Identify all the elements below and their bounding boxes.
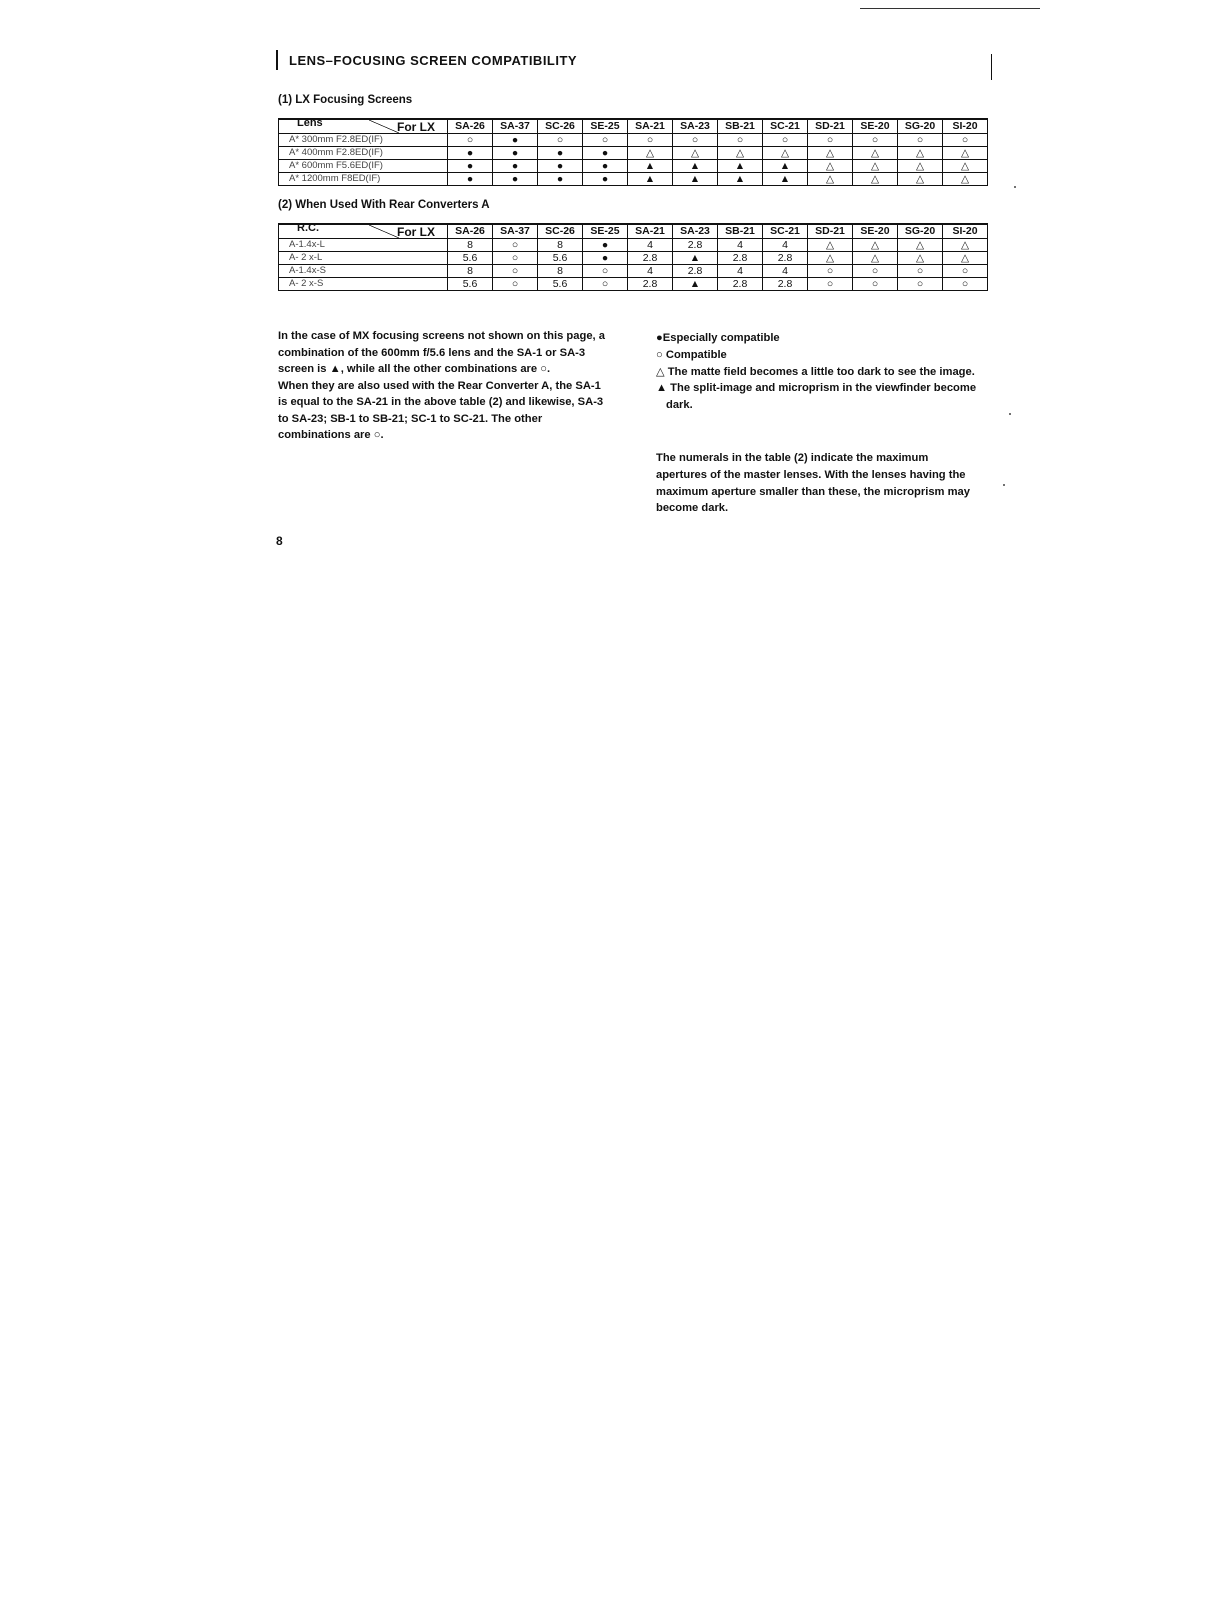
title-bar	[276, 50, 278, 70]
table-cell: △	[808, 160, 853, 173]
table-cell: 4	[763, 239, 808, 252]
table-cell: △	[943, 239, 988, 252]
table-cell: △	[853, 173, 898, 186]
column-header: SG-20	[898, 119, 943, 134]
table-cell: ▲	[763, 173, 808, 186]
table-cell: ○	[583, 278, 628, 291]
table-cell: ▲	[718, 173, 763, 186]
table-cell: ●	[493, 160, 538, 173]
table-cell: △	[898, 252, 943, 265]
row-label: A* 600mm F5.6ED(IF)	[279, 160, 448, 173]
page-number: 8	[276, 534, 283, 548]
table-cell: ○	[493, 239, 538, 252]
margin-mark	[991, 54, 992, 80]
table-cell: ○	[628, 134, 673, 147]
row-label: A- 2 x-L	[279, 252, 448, 265]
table-cell: 2.8	[763, 278, 808, 291]
table-cell: ○	[808, 134, 853, 147]
section1-heading: (1) LX Focusing Screens	[278, 94, 413, 106]
table-cell: 5.6	[448, 252, 493, 265]
table-cell: ●	[448, 147, 493, 160]
column-header: SA-37	[493, 224, 538, 239]
table-cell: ○	[583, 134, 628, 147]
table-cell: ●	[448, 160, 493, 173]
corner-label-left: R.C.	[297, 222, 319, 234]
rear-converter-table	[278, 223, 988, 291]
column-header: SA-21	[628, 119, 673, 134]
lx-focusing-screens-table	[278, 118, 988, 186]
table-cell: ○	[763, 134, 808, 147]
table-cell: ▲	[673, 278, 718, 291]
table-cell: ●	[493, 173, 538, 186]
table-cell: ○	[673, 134, 718, 147]
table-cell: ○	[898, 134, 943, 147]
table-cell: △	[853, 147, 898, 160]
table-cell: 8	[538, 265, 583, 278]
table-cell: ○	[898, 278, 943, 291]
column-header: SG-20	[898, 224, 943, 239]
table-cell: ●	[493, 147, 538, 160]
table-cell: ●	[583, 239, 628, 252]
column-header: SA-23	[673, 119, 718, 134]
table-cell: 5.6	[538, 278, 583, 291]
table-cell: ○	[718, 134, 763, 147]
table-row	[279, 278, 988, 291]
table-row	[279, 134, 988, 147]
row-label: A-1.4x-S	[279, 265, 448, 278]
table-cell: △	[943, 173, 988, 186]
table-cell: 4	[763, 265, 808, 278]
table-cell: ▲	[628, 173, 673, 186]
table-cell: 2.8	[718, 252, 763, 265]
legend-especially-compatible: ●Especially compatible	[656, 332, 780, 344]
table-cell: ○	[808, 265, 853, 278]
table-row	[279, 265, 988, 278]
table-cell: △	[943, 252, 988, 265]
table-cell: ○	[853, 134, 898, 147]
table-cell: △	[808, 252, 853, 265]
column-header: SE-25	[583, 119, 628, 134]
table-cell: △	[898, 147, 943, 160]
column-header: SE-20	[853, 224, 898, 239]
table-cell: 2.8	[718, 278, 763, 291]
table-cell: 8	[448, 265, 493, 278]
table-cell: △	[853, 160, 898, 173]
row-label: A- 2 x-S	[279, 278, 448, 291]
top-rule	[860, 8, 1040, 9]
table-cell: ▲	[763, 160, 808, 173]
table-cell: ○	[808, 278, 853, 291]
corner-label-right: For LX	[397, 120, 435, 134]
table-cell: △	[808, 239, 853, 252]
table-cell: ●	[583, 252, 628, 265]
column-header: SA-23	[673, 224, 718, 239]
table-row	[279, 147, 988, 160]
table-cell: 8	[448, 239, 493, 252]
corner-label-right: For LX	[397, 225, 435, 239]
speck	[1003, 484, 1005, 486]
table-cell: 8	[538, 239, 583, 252]
table-cell: 2.8	[628, 278, 673, 291]
row-label: A-1.4x-L	[279, 239, 448, 252]
column-header: SB-21	[718, 224, 763, 239]
table-cell: △	[853, 239, 898, 252]
table-cell: △	[943, 160, 988, 173]
table-cell: ○	[943, 265, 988, 278]
table-cell: △	[898, 239, 943, 252]
table-corner	[279, 224, 448, 239]
corner-label-left: Lens	[297, 117, 323, 129]
table-header-row	[279, 224, 988, 239]
table-cell: ○	[943, 278, 988, 291]
table-cell: ○	[898, 265, 943, 278]
table-cell: 5.6	[448, 278, 493, 291]
column-header: SD-21	[808, 224, 853, 239]
table-row	[279, 239, 988, 252]
table-cell: ●	[583, 173, 628, 186]
table-cell: ▲	[718, 160, 763, 173]
column-header: SA-37	[493, 119, 538, 134]
table-cell: ○	[943, 134, 988, 147]
table-cell: ○	[493, 265, 538, 278]
table-cell: △	[898, 160, 943, 173]
page-title: LENS–FOCUSING SCREEN COMPATIBILITY	[289, 53, 578, 68]
legend-matte-dark: △ The matte field becomes a little too dark to see the image.	[656, 365, 975, 378]
row-label: A* 400mm F2.8ED(IF)	[279, 147, 448, 160]
table-cell: ▲	[673, 252, 718, 265]
table-corner	[279, 119, 448, 134]
table-cell: ●	[493, 134, 538, 147]
column-header: SI-20	[943, 224, 988, 239]
table-cell: ●	[538, 173, 583, 186]
column-header: SC-21	[763, 119, 808, 134]
column-header: SD-21	[808, 119, 853, 134]
table-cell: ○	[583, 265, 628, 278]
column-header: SE-20	[853, 119, 898, 134]
aperture-note-text: The numerals in the table (2) indicate the maximum apertures of the master lenses. With the lenses having the maximum aperture smaller than these, the microprism may become dark.	[656, 452, 970, 515]
column-header: SA-21	[628, 224, 673, 239]
table-cell: ○	[538, 134, 583, 147]
table-cell: 4	[718, 265, 763, 278]
table-cell: ○	[493, 252, 538, 265]
aperture-note	[656, 450, 976, 517]
column-header: SA-26	[448, 119, 493, 134]
table-cell: △	[763, 147, 808, 160]
speck	[1014, 186, 1016, 188]
mx-paragraph-1: In the case of MX focusing screens not shown on this page, a combination of the 600mm f/5.6 lens and the SA-1 or SA-3 screen is ▲, while all the other combinations are ○.	[278, 330, 605, 375]
table-cell: ●	[583, 160, 628, 173]
table-row	[279, 252, 988, 265]
table-cell: △	[673, 147, 718, 160]
column-header: SB-21	[718, 119, 763, 134]
table-cell: △	[898, 173, 943, 186]
legend-compatible: ○ Compatible	[656, 348, 727, 361]
column-header: SA-26	[448, 224, 493, 239]
table-cell: 2.8	[763, 252, 808, 265]
table-cell: ▲	[628, 160, 673, 173]
column-header: SE-25	[583, 224, 628, 239]
table-cell: ●	[538, 147, 583, 160]
table-cell: ▲	[673, 173, 718, 186]
table-cell: ▲	[673, 160, 718, 173]
table-cell: △	[628, 147, 673, 160]
table-cell: △	[718, 147, 763, 160]
table-cell: 5.6	[538, 252, 583, 265]
table-cell: △	[943, 147, 988, 160]
column-header: SC-21	[763, 224, 808, 239]
table-cell: 2.8	[673, 265, 718, 278]
table-row	[279, 173, 988, 186]
table-cell: ○	[448, 134, 493, 147]
table-cell: ●	[538, 160, 583, 173]
table-cell: ○	[493, 278, 538, 291]
table-cell: ●	[448, 173, 493, 186]
mx-paragraph-2: When they are also used with the Rear Converter A, the SA-1 is equal to the SA-21 in the above table (2) and likewise, SA-3 to SA-23; SB-1 to SB-21; SC-1 to SC-21. The other combinations are ○.	[278, 379, 604, 441]
table-cell: ●	[583, 147, 628, 160]
row-label: A* 300mm F2.8ED(IF)	[279, 134, 448, 147]
mx-screens-text	[278, 328, 608, 444]
speck	[1009, 413, 1011, 415]
row-label: A* 1200mm F8ED(IF)	[279, 173, 448, 186]
table-header-row	[279, 119, 988, 134]
table-cell: △	[808, 173, 853, 186]
table-cell: 2.8	[673, 239, 718, 252]
table-cell: ○	[853, 278, 898, 291]
table-cell: 2.8	[628, 252, 673, 265]
legend	[656, 330, 1001, 414]
table-cell: 4	[718, 239, 763, 252]
column-header: SC-26	[538, 224, 583, 239]
column-header: SI-20	[943, 119, 988, 134]
table-cell: ○	[853, 265, 898, 278]
table-cell: △	[808, 147, 853, 160]
section2-heading: (2) When Used With Rear Converters A	[278, 199, 490, 211]
table-cell: △	[853, 252, 898, 265]
table-cell: 4	[628, 239, 673, 252]
table-row	[279, 160, 988, 173]
table-cell: 4	[628, 265, 673, 278]
legend-split-image-dark: ▲ The split-image and microprism in the viewfinder become dark.	[656, 382, 977, 412]
column-header: SC-26	[538, 119, 583, 134]
